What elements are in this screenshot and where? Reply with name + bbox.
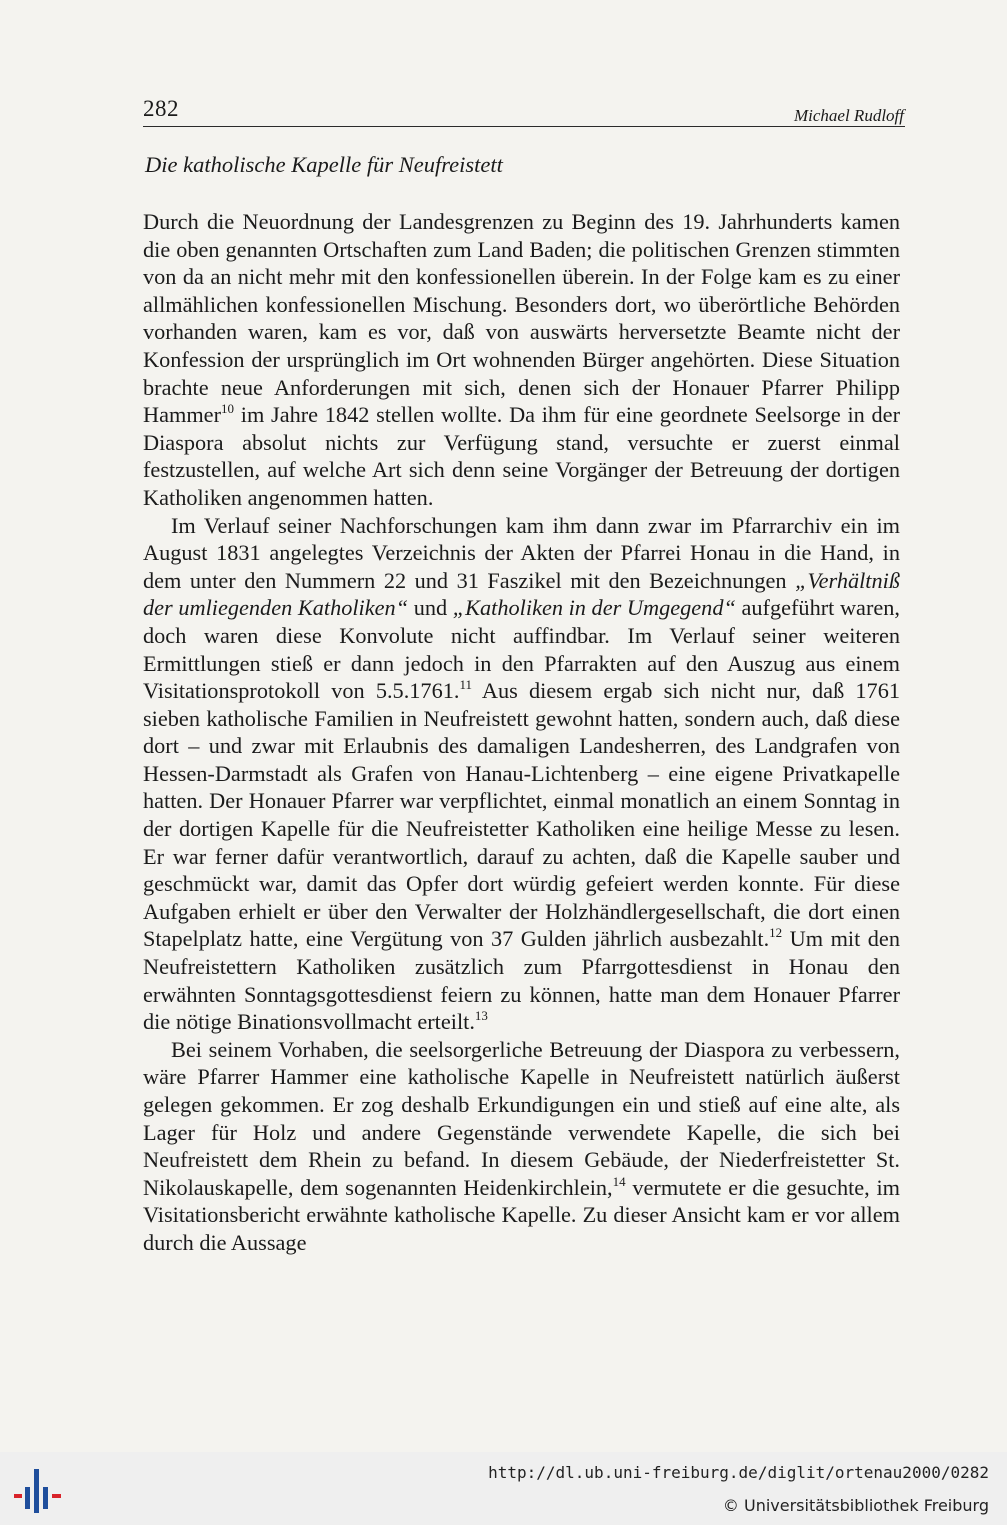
paragraph-text: vermutete er die gesuchte, im Visitationsbericht erwähnte katholische Kapelle. Zu dieser Ansicht kam er vor allem durch die Aussage	[143, 1174, 900, 1255]
footnote-ref-10: 10	[221, 401, 235, 417]
paragraph-2	[143, 512, 900, 1036]
paragraph-text: Im Verlauf seiner Nachforschungen kam ihm dann zwar im Pfarrarchiv ein im August 1831 angelegtes Verzeichnis der Akten der Pfarrei Honau in die Hand, in dem unter den Nummern 22 und 31 Faszikel mit den Bezeichnungen	[143, 512, 900, 593]
section-title: Die katholische Kapelle für Neufreistett	[145, 152, 503, 177]
footnote-ref-11: 11	[459, 677, 472, 693]
paragraph-1	[143, 208, 900, 512]
page-number: 282	[143, 96, 179, 121]
ub-freiburg-logo-icon	[14, 1467, 62, 1515]
paragraph-text: Durch die Neuordnung der Landesgrenzen zu Beginn des 19. Jahrhunderts kamen die oben genannten Ortschaften zum Land Baden; die politischen Grenzen stimmten von da an nicht mehr mit den konfessionellen überein. In der Folge kam es zu einer allmählichen konfessionellen Mischung. Besonders dort, wo überörtliche Behörden vorhanden waren, kam es vor, daß von auswärts herversetzte Beamte nicht der Konfession der ursprünglich im Ort wohnenden Bürger angehörten. Diese Situation brachte neue Anforderungen mit sich, denen sich der Honauer Pfarrer Philipp Hammer	[143, 209, 900, 428]
footer-bar	[0, 1452, 1007, 1525]
italic-quote: „Katholiken in der Umgegend“	[452, 595, 736, 621]
permalink-url[interactable]: http://dl.ub.uni-freiburg.de/diglit/ortenau2000/0282	[488, 1463, 989, 1482]
footnote-ref-12: 12	[769, 925, 783, 941]
copyright-notice: © Universitätsbibliothek Freiburg	[722, 1496, 989, 1515]
paragraph-text: aufgeführt waren, doch waren diese Konvolute nicht auffindbar. Im Verlauf seiner weiteren Ermittlungen stieß er dann jedoch in den Pfarrakten auf den Auszug aus einem Visitationsprotokoll von 5.5.1761.	[143, 595, 900, 704]
paragraph-text: und	[408, 595, 453, 621]
italic-quote: „Verhältniß der umliegenden Katholiken“	[143, 567, 900, 621]
footnote-ref-14: 14	[612, 1173, 626, 1189]
paragraph-text: Um mit den Neufreistettern Katholiken zusätzlich zum Pfarrgottesdienst in Honau den erwähnten Sonntagsgottesdienst feiern zu können, hatte man dem Honauer Pfarrer die nötige Binationsvollmacht erteilt.	[143, 926, 900, 1035]
paragraph-3	[143, 1036, 900, 1257]
footnote-ref-13: 13	[474, 1008, 488, 1024]
running-head-author: Michael Rudloff	[793, 106, 904, 125]
paragraph-text: Aus diesem ergab sich nicht nur, daß 1761 sieben katholische Familien in Neufreistett gewohnt hatten, sondern auch, daß diese dort – und zwar mit Erlaubnis des damaligen Landesherren, des Landgrafen von Hessen-Darmstadt als Grafen von Hanau-Lichtenberg – eine eigene Privatkapelle hatten. Der Honauer Pfarrer war verpflichtet, einmal monatlich an einem Sonntag in der dortigen Kapelle für die Neufreistetter Katholiken eine heilige Messe zu lesen. Er war ferner dafür verantwortlich, darauf zu achten, daß die Kapelle sauber und geschmückt war, damit das Opfer dort würdig gefeiert werden konnte. Für diese Aufgaben erhielt er über den Verwalter der Holzhändlergesellschaft, die dort einen Stapelplatz hatte, eine Vergütung von 37 Gulden jährlich ausbezahlt.	[143, 678, 900, 952]
paragraph-text: im Jahre 1842 stellen wollte. Da ihm für eine geordnete Seelsorge in der Diaspora absolut nichts zur Verfügung stand, versuchte er zuerst einmal festzustellen, auf welche Art sich denn seine Vorgänger der Betreuung der dortigen Katholiken angenommen hatten.	[143, 402, 900, 510]
body-text	[143, 208, 900, 1257]
header-rule	[143, 126, 905, 127]
paragraph-text: Bei seinem Vorhaben, die seelsorgerliche Betreuung der Diaspora zu verbessern, wäre Pfarrer Hammer eine katholische Kapelle in Neufreistett natürlich äußerst gelegen gekommen. Er zog deshalb Erkundigungen ein und stieß auf eine alte, als Lager für Holz und andere Gegenstände verwendete Kapelle, die sich bei Neufreistett dem Rhein zu befand. In diesem Gebäude, der Niederfreistetter St. Nikolauskapelle, dem sogenannten Heidenkirchlein,	[143, 1036, 900, 1200]
